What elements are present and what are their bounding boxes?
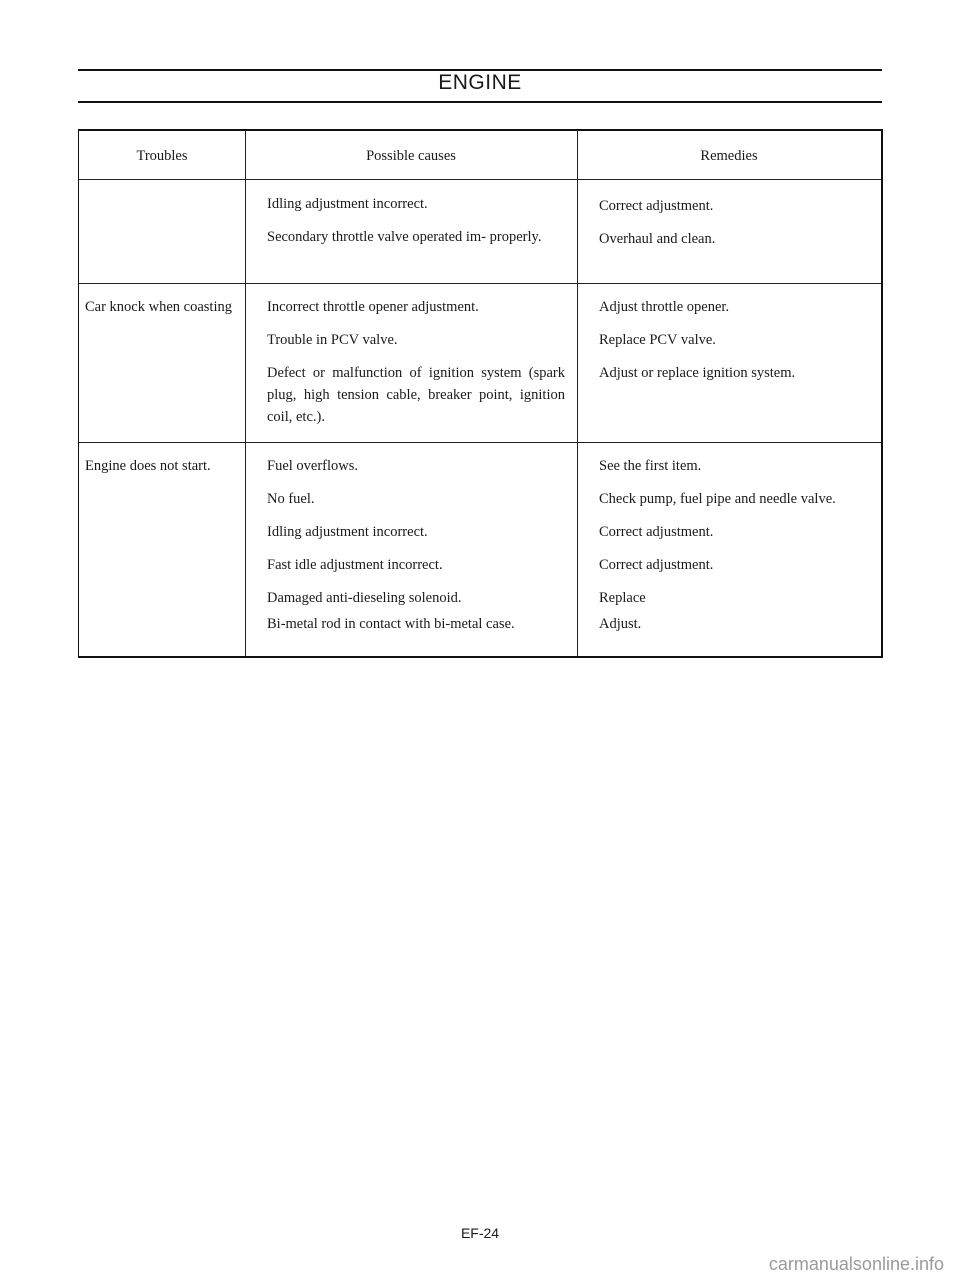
- remedy-item: See the first item.: [599, 458, 702, 474]
- header-divider: [79, 179, 881, 180]
- cause-item: Fuel overflows.: [267, 458, 359, 474]
- cause-item: Fast idle adjustment incorrect.: [267, 557, 443, 573]
- remedy-item: Replace: [599, 590, 646, 606]
- row-divider: [79, 283, 881, 284]
- column-divider: [245, 131, 246, 656]
- remedy-item: Adjust throttle opener.: [599, 299, 730, 315]
- cause-item: Idling adjustment incorrect.: [267, 196, 428, 212]
- column-header-troubles: Troubles: [136, 148, 188, 164]
- cause-item: Damaged anti-dieseling solenoid.: [267, 590, 462, 606]
- causes-cell: [267, 296, 565, 439]
- remedies-cell: [599, 296, 879, 395]
- row-divider: [79, 442, 881, 443]
- cause-item: Defect or malfunction of ignition system (spark plug, high tension cable, breaker point, ignition coil, etc.).: [267, 365, 565, 425]
- column-divider: [577, 131, 578, 656]
- remedies-cell: [599, 195, 879, 261]
- header-rule-bottom: [78, 101, 882, 103]
- remedy-item: Correct adjustment.: [599, 198, 714, 214]
- cause-item: Incorrect throttle opener adjustment.: [267, 299, 479, 315]
- remedy-item: Replace PCV valve.: [599, 332, 716, 348]
- watermark: carmanualsonline.info: [768, 1254, 944, 1274]
- causes-cell: [267, 455, 565, 646]
- trouble-cell: Car knock when coasting: [85, 299, 232, 315]
- remedy-item: Correct adjustment.: [599, 557, 714, 573]
- remedy-item: Overhaul and clean.: [599, 231, 716, 247]
- cause-item: Trouble in PCV valve.: [267, 332, 398, 348]
- remedy-item: Check pump, fuel pipe and needle valve.: [599, 491, 836, 507]
- causes-cell: [267, 193, 565, 259]
- cause-item: Idling adjustment incorrect.: [267, 524, 428, 540]
- cause-item: No fuel.: [267, 491, 315, 507]
- page-title: ENGINE: [438, 71, 522, 94]
- column-header-causes: Possible causes: [366, 148, 456, 164]
- page-number: EF-24: [460, 1225, 500, 1241]
- remedy-item: Adjust or replace ignition system.: [599, 365, 796, 381]
- cause-item: Secondary throttle valve operated im- properly.: [267, 229, 542, 245]
- cause-item: Bi-metal rod in contact with bi-metal case.: [267, 616, 515, 632]
- trouble-cell: Engine does not start.: [85, 458, 211, 474]
- column-header-remedies: Remedies: [700, 148, 758, 164]
- remedy-item: Correct adjustment.: [599, 524, 714, 540]
- remedy-item: Adjust.: [599, 616, 642, 632]
- remedies-cell: [599, 455, 879, 646]
- troubleshooting-table: [78, 129, 883, 658]
